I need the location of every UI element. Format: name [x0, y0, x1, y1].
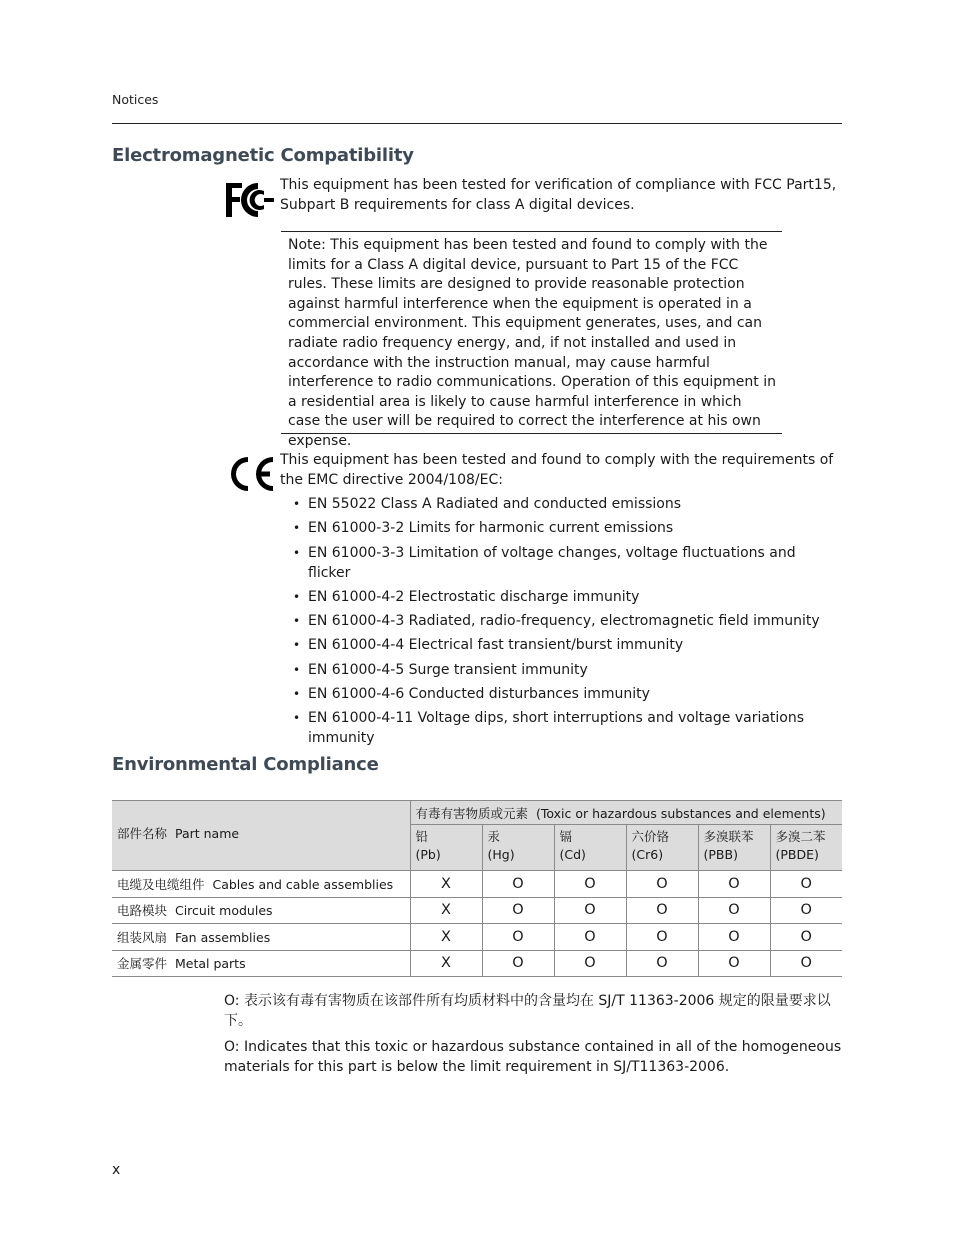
page-number: x — [112, 1162, 121, 1178]
table-cell: O — [770, 950, 842, 977]
table-cell: O — [626, 924, 698, 951]
ce-statement: This equipment has been tested and found to comply with the requirements of the EMC directive 2004/108/EC: — [280, 452, 834, 488]
list-item: • EN 61000-4-4 Electrical fast transient/burst immunity — [293, 637, 684, 654]
substances-group-header: 有毒有害物质或元素 (Toxic or hazardous substances and elements) — [410, 801, 842, 825]
table-cell: O — [698, 924, 770, 951]
part-name-cell: 电缆及电缆组件 Cables and cable assemblies — [112, 871, 410, 898]
column-header-pbb: 多溴联苯 (PBB) — [698, 825, 770, 871]
list-item: • EN 61000-3-3 Limitation of voltage changes, voltage fluctuations and flicker — [293, 544, 796, 581]
bullet: • — [293, 614, 301, 629]
table-cell: O — [482, 950, 554, 977]
bullet: • — [293, 687, 301, 702]
bullet: • — [293, 497, 301, 511]
table-cell: O — [554, 950, 626, 977]
ce-mark-icon — [228, 455, 274, 493]
part-name-cell: 组装风扇 Fan assemblies — [112, 924, 410, 951]
table-cell: O — [770, 871, 842, 898]
column-header-cd: 镉 (Cd) — [554, 825, 626, 871]
table-row — [112, 897, 842, 924]
emc-heading: Electromagnetic Compatibility — [112, 145, 414, 166]
legend-english: O: Indicates that this toxic or hazardous substance contained in all of the homogeneous materials for this part is below the limit requirement in SJ/T11363-2006. — [224, 1039, 842, 1075]
emc-standards-list — [292, 494, 842, 753]
column-header-cr6: 六价铬 (Cr6) — [626, 825, 698, 871]
list-item: • EN 61000-4-11 Voltage dips, short interruptions and voltage variations immunity — [293, 710, 805, 747]
part-name-header: 部件名称 Part name — [112, 801, 410, 871]
legend-chinese: O: 表示该有毒有害物质在该部件所有均质材料中的含量均在 SJ/T 11363-2006 规定的限量要求以下。 — [224, 993, 831, 1029]
table-cell: O — [482, 924, 554, 951]
list-item: • EN 61000-4-5 Surge transient immunity — [293, 661, 588, 678]
table-cell: X — [410, 897, 482, 924]
part-name-cell: 金属零件 Metal parts — [112, 950, 410, 977]
table-cell: O — [770, 897, 842, 924]
bullet: • — [293, 638, 301, 653]
part-name-cell: 电路模块 Circuit modules — [112, 897, 410, 924]
column-header-pbde: 多溴二苯 (PBDE) — [770, 825, 842, 871]
table-cell: O — [554, 897, 626, 924]
table-cell: X — [410, 924, 482, 951]
table-cell: O — [626, 950, 698, 977]
bullet: • — [293, 711, 301, 726]
bullet: • — [293, 662, 301, 677]
table-cell: O — [698, 950, 770, 977]
table-row — [112, 924, 842, 951]
column-header-pb: 铅 (Pb) — [410, 825, 482, 871]
table-cell: X — [410, 950, 482, 977]
table-cell: O — [626, 897, 698, 924]
table-cell: O — [482, 897, 554, 924]
fcc-note-text: Note: This equipment has been tested and found to comply with the limits for a Class A digital device, pursuant to Part 15 of the FCC rules. These limits are designed to provide reasonable protection against harmful interference when the equipment is operated in a commercial environment. This equipment generates, uses, and can radiate radio frequency energy, and, if not installed and used in accordance with the instruction manual, may cause harmful interference to radio communications. Operation of this equipment in a residential area is likely to cause harmful interference in which case the user will be required to correct the interference at his own expense. — [288, 237, 776, 449]
fcc-logo-icon — [224, 180, 276, 220]
table-cell: O — [554, 871, 626, 898]
list-item: • EN 55022 Class A Radiated and conducted emissions — [293, 496, 682, 512]
table-row — [112, 871, 842, 898]
table-cell: O — [770, 924, 842, 951]
table-cell: O — [482, 871, 554, 898]
hazardous-substances-table — [112, 800, 842, 977]
table-row — [112, 950, 842, 977]
fcc-note-box — [281, 231, 782, 449]
table-cell: O — [554, 924, 626, 951]
table-header-row — [112, 801, 842, 825]
table-cell: X — [410, 871, 482, 898]
list-item: • EN 61000-4-3 Radiated, radio-frequency, electromagnetic field immunity — [293, 613, 820, 630]
bullet: • — [293, 545, 301, 560]
header-rule — [112, 123, 842, 124]
table-cell: O — [698, 897, 770, 924]
bullet: • — [293, 589, 301, 604]
env-heading: Environmental Compliance — [112, 754, 379, 775]
list-item: • EN 61000-3-2 Limits for harmonic current emissions — [293, 520, 674, 537]
bullet: • — [293, 521, 301, 536]
fcc-statement: This equipment has been tested for verification of compliance with FCC Part15, Subpart B requirements for class A digital devices. — [280, 177, 837, 213]
column-header-hg: 汞 (Hg) — [482, 825, 554, 871]
running-head: Notices — [112, 92, 159, 107]
list-item: • EN 61000-4-6 Conducted disturbances immunity — [293, 686, 650, 703]
list-item: • EN 61000-4-2 Electrostatic discharge immunity — [293, 588, 640, 605]
table-cell: O — [698, 871, 770, 898]
table-cell: O — [626, 871, 698, 898]
